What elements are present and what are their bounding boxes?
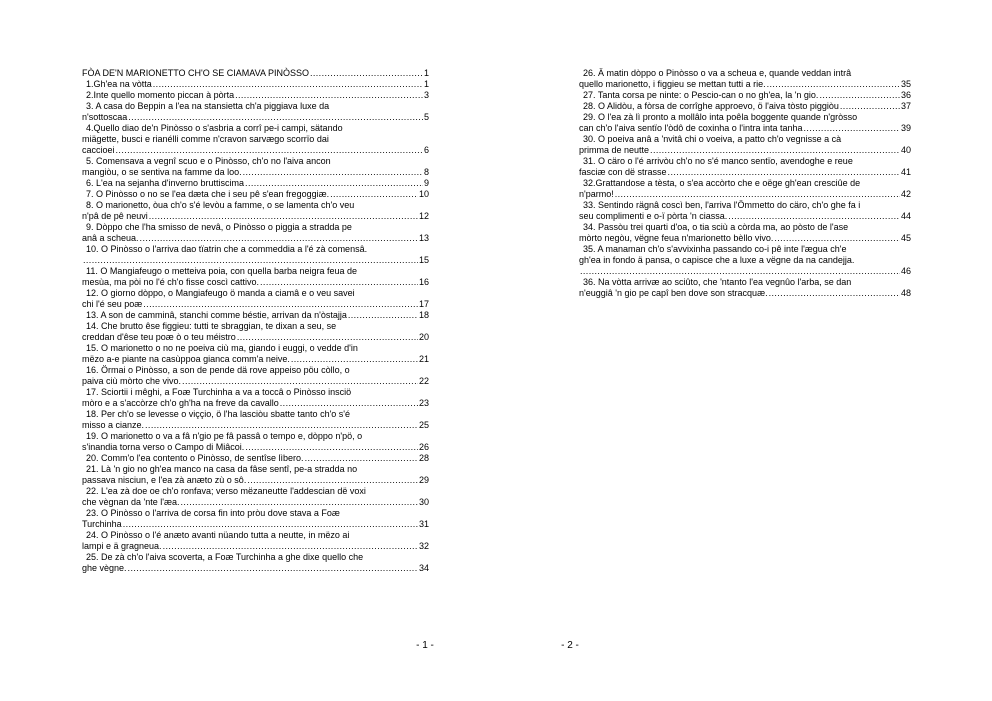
toc-entry-text: 34. Passòu trei quarti d'oa, o tia sciù a còrda ma, ao pòsto de l'ase [583, 222, 849, 232]
toc-page-number: 42 [900, 189, 911, 199]
toc-entry-text: quello marionetto, i figgieu se mettan tutti a rie. [579, 79, 766, 89]
toc-entry-text: 22. L'ea zà doe oe ch'o ronfava; verso mëzaneutte l'addescian dë voxi [86, 486, 366, 496]
toc-entry-text: mòrto negòu, vëgne feua n'marionetto bèllo vivo. [579, 233, 774, 243]
toc-entry-text: lampi e ä gragneua. [82, 541, 162, 551]
toc-page-number: 22 [418, 376, 429, 386]
table-of-contents-right [579, 68, 911, 299]
toc-entry-text: 27. Tanta corsa pe ninte: o Pescio-can o no gh'ea, la 'n gio. [583, 90, 819, 100]
toc-entry[interactable] [579, 134, 911, 156]
toc-entry[interactable] [579, 222, 911, 244]
toc-entry-line [579, 266, 911, 277]
toc-page-number: 31 [418, 519, 429, 529]
toc-page-number: 45 [900, 233, 911, 243]
toc-entry-text: mëzo a-e piante na casùppoa gianca comm'a neive. [82, 354, 290, 364]
toc-entry-text: mangiòu, o se sentiva na famme da loo. [82, 167, 242, 177]
toc-entry-line [579, 167, 911, 178]
toc-page-number: 21 [418, 354, 429, 364]
toc-page-number: 28 [418, 453, 429, 463]
toc-page-number: 41 [900, 167, 911, 177]
toc-entry-line [579, 288, 911, 299]
toc-entry-text: 30. O poeiva anâ a 'nvitâ chi o voeiva, a patto ch'o vegnisse a cà [583, 134, 842, 144]
toc-entry-text: primma de neutte [579, 145, 650, 155]
toc-page-number: 20 [418, 332, 429, 342]
toc-entry-text: 11. O Mangiafeugo o metteiva poia, con quella barba neigra feua de [86, 266, 358, 276]
dot-leader [774, 233, 900, 244]
toc-page-number: 15 [418, 255, 429, 265]
toc-entry-text: 36. Na vòtta arrivæ ao sciûto, che 'ntanto l'ea vegnûo l'arba, se dan [583, 277, 852, 287]
toc-entry-text: ghe vègne. [82, 563, 127, 573]
toc-page-number: 30 [418, 497, 429, 507]
dot-leader [668, 167, 900, 178]
toc-page-number: 1 [423, 68, 429, 78]
toc-entry-text: 13. A son de camminâ, stanchi comme béstie, arrivan da n'òstajja [86, 310, 347, 320]
toc-page-number: 16 [418, 277, 429, 287]
toc-entry-text: 17. Sciortii i mêghi, a Foæ Turchinha a va a toccâ o Pinòsso insciö [86, 387, 352, 397]
toc-entry-text: Turchinha [82, 519, 122, 529]
toc-entry[interactable] [579, 68, 911, 90]
toc-entry-text: FÒA DE'N MARIONETTO CH'O SE CIAMAVA PINÒSSO [82, 68, 309, 78]
toc-entry-text: chi l'é seu poæ [82, 299, 143, 309]
toc-entry-text: 29. O l'ea zà lì pronto a mollâlo inta poêla boggente quande n'gròsso [583, 112, 858, 122]
toc-page-number: 40 [900, 145, 911, 155]
toc-entry-text: gh'ea in fondo ä pansa, o capisce che a luxe a vëgne da na candejja. [579, 255, 855, 265]
toc-entry-text: 14. Che brutto êse figgieu: tutti te sbraggian, te dixan a seu, se [86, 321, 337, 331]
toc-page-number: 23 [418, 398, 429, 408]
toc-entry-text: 5. Comensava a vegnî scuo e o Pinòsso, ch'o no l'aiva ancon [86, 156, 331, 166]
toc-entry[interactable] [579, 244, 911, 277]
dot-leader [650, 145, 900, 156]
toc-page-number: 26 [418, 442, 429, 452]
toc-entry-text: paiva ciù mòrto che vivo. [82, 376, 182, 386]
toc-entry-text: 16. Örmai o Pinòsso, a son de pende dä rove appeiso pöu còllo, o [86, 365, 350, 375]
toc-page-number: 10 [418, 189, 429, 199]
toc-page-number: 37 [900, 101, 911, 111]
toc-page-number: 35 [900, 79, 911, 89]
toc-entry-text: 25. De zà ch'o l'aiva scoverta, a Foæ Turchinha a ghe dixe quello che [86, 552, 364, 562]
toc-entry-text: anâ a scheua. [82, 233, 139, 243]
toc-entry-text: fasciæ con dë strasse [579, 167, 667, 177]
toc-entry-text: mesùa, ma pòi no l'é ch'o fisse coscì cattivo. [82, 277, 260, 287]
toc-entry-text: 21. Là 'n gio no gh'ea manco na casa da fâse sentî, pe-a stradda no [86, 464, 358, 474]
toc-entry-text: 33. Sentindo rägnâ coscì ben, l'arriva l'Ömmetto do cäro, ch'o ghe fa i [583, 200, 861, 210]
toc-entry-text: 12. O giorno dòppo, o Mangiafeugo ö manda a ciamâ e o veu savei [86, 288, 355, 298]
toc-entry-text: 15. O marionetto o no ne poeiva ciù ma, giando i euggi, o vedde d'in [86, 343, 358, 353]
dot-leader [615, 189, 900, 200]
toc-page-number: 9 [423, 178, 429, 188]
toc-entry-text: 24. O Pinòsso o l'é anæto avanti nüando tutta a neutte, in mëzo ai [86, 530, 350, 540]
toc-entry-line [579, 233, 911, 244]
toc-entry-line [579, 189, 911, 200]
toc-page-number: 5 [423, 112, 429, 122]
toc-entry[interactable] [579, 178, 911, 200]
toc-page-number: 32 [418, 541, 429, 551]
toc-entry-line [579, 145, 911, 156]
toc-entry-text: 7. O Pinòsso o no se l'ea dæta che i seu pê s'ean fregoggiæ. [86, 189, 330, 199]
toc-entry-text: seu complimenti e o-ï pòrta 'n ciassa. [579, 211, 728, 221]
toc-entry-text: 28. O Alidòu, a fòrsa de corrîghe approevo, ö l'aiva tòsto piggiòu [583, 101, 839, 111]
toc-entry-line [579, 90, 911, 101]
toc-entry-line [579, 123, 911, 134]
toc-entry-text: 32.Grattandose a tèsta, o s'ea accòrto che e oëge gh'ean cresciûe de [583, 178, 861, 188]
toc-page-number: 48 [900, 288, 911, 298]
toc-entry-text: 35. A manaman ch'o s'avvixinha passando co-i pê inte l'ægua ch'e [583, 244, 847, 254]
toc-entry-text: 23. O Pinòsso o l'arriva de corsa fin into pròu dove stava a Foæ [86, 508, 340, 518]
toc-entry-text: n'euggiâ 'n gio pe capî ben dove son stracquæ. [579, 288, 768, 298]
toc-entry-text: n'sottoscaa [82, 112, 128, 122]
toc-entry-text: che vègnan da 'nte l'æa. [82, 497, 180, 507]
toc-page-number: 8 [423, 167, 429, 177]
dot-leader [819, 90, 900, 101]
toc-entry-text: miägette, busci e rianélli comme n'cravon sarvægo scorrïo dai [82, 134, 329, 144]
toc-entry-text: 18. Per ch'o se levesse o viççio, ö l'ha lasciòu sbatte tanto ch'o s'é [86, 409, 351, 419]
toc-page-number: 6 [423, 145, 429, 155]
toc-entry-text: n'pâ de pê neuvi [82, 211, 148, 221]
dot-leader [767, 79, 900, 90]
toc-page-number: 34 [418, 563, 429, 573]
toc-entry[interactable] [579, 101, 911, 112]
toc-entry[interactable] [579, 90, 911, 101]
toc-entry-text: 3. A casa do Beppin a l'ea na stansietta ch'a piggiava luxe da [86, 101, 330, 111]
toc-page-number: 13 [418, 233, 429, 243]
toc-page-number: 12 [418, 211, 429, 221]
toc-entry-text: 1.Gh'ea na vòtta [86, 79, 152, 89]
toc-entry-text: 9. Dòppo che l'ha smisso de nevâ, o Pinòsso o piggia a stradda pe [86, 222, 352, 232]
dot-leader [804, 123, 900, 134]
toc-page-number: 36 [900, 90, 911, 100]
dot-leader [769, 288, 900, 299]
toc-entry-text: caccioei [82, 145, 115, 155]
toc-page-number: 25 [418, 420, 429, 430]
page-number-right: - 2 - [561, 640, 579, 651]
page-number-left: - 1 - [416, 640, 434, 651]
toc-entry[interactable] [579, 200, 911, 222]
toc-page-number: 29 [418, 475, 429, 485]
toc-entry-text: 10. O Pinòsso o l'arriva dao tïatrin che a commeddia a l'é zà comensâ. [86, 244, 368, 254]
toc-page-number: 44 [900, 211, 911, 221]
toc-entry-line [579, 79, 911, 90]
toc-entry[interactable] [579, 156, 911, 178]
toc-entry[interactable] [579, 277, 911, 299]
toc-entry-line [579, 211, 911, 222]
toc-entry-text: 19. O marionetto o va a fâ n'gio pe fâ passâ o tempo e, dòppo n'pö, o [86, 431, 363, 441]
dot-leader [580, 266, 900, 277]
toc-page-number: 1 [423, 79, 429, 89]
toc-entry-text: creddan d'êse teu poæ ò o teu méistro [82, 332, 236, 342]
toc-entry-line [579, 101, 911, 112]
dot-leader [728, 211, 900, 222]
toc-entry[interactable] [579, 112, 911, 134]
toc-entry-text: misso a cianze. [82, 420, 145, 430]
toc-page-number: 39 [900, 123, 911, 133]
toc-entry-text: passava nisciun, e l'ea zà anæto zù o sô. [82, 475, 247, 485]
toc-entry-text: 6. L'ea na sejanha d'inverno bruttiscima [86, 178, 245, 188]
toc-page-number: 18 [418, 310, 429, 320]
toc-entry-text: 4.Quello diao de'n Pinòsso o s'asbria a corrî pe-i campi, sätando [86, 123, 343, 133]
toc-entry-text: 20. Comm'o l'ea contento o Pinòsso, de sentîse lìbero. [86, 453, 304, 463]
toc-entry-text: s'inandia torna verso o Campo di Miâcoi. [82, 442, 245, 452]
toc-entry-text: 31. O cäro o l'é arrivòu ch'o no s'é manco sentïo, avendoghe e reue [583, 156, 853, 166]
toc-page-number: 17 [418, 299, 429, 309]
toc-entry-text: can ch'o l'aiva sentïo l'òdô de coxinha o l'intra inta tanha [579, 123, 803, 133]
dot-leader [840, 101, 900, 112]
toc-page-number: 46 [900, 266, 911, 276]
toc-page-number: 3 [423, 90, 429, 100]
toc-entry-text: 8. O marionetto, òua ch'o s'é levòu a famme, o se lamenta ch'o veu [86, 200, 355, 210]
toc-entry-text: mòro e a s'accòrze ch'o gh'ha na freve da cavallo [82, 398, 279, 408]
toc-entry-text: 2.Inte quello momento piccan à pòrta [86, 90, 235, 100]
toc-entry-text: n'parmo! [579, 189, 614, 199]
toc-entry-text: 26. Ä matin dòppo o Pinòsso o va a scheua e, quande veddan intrâ [583, 68, 852, 78]
